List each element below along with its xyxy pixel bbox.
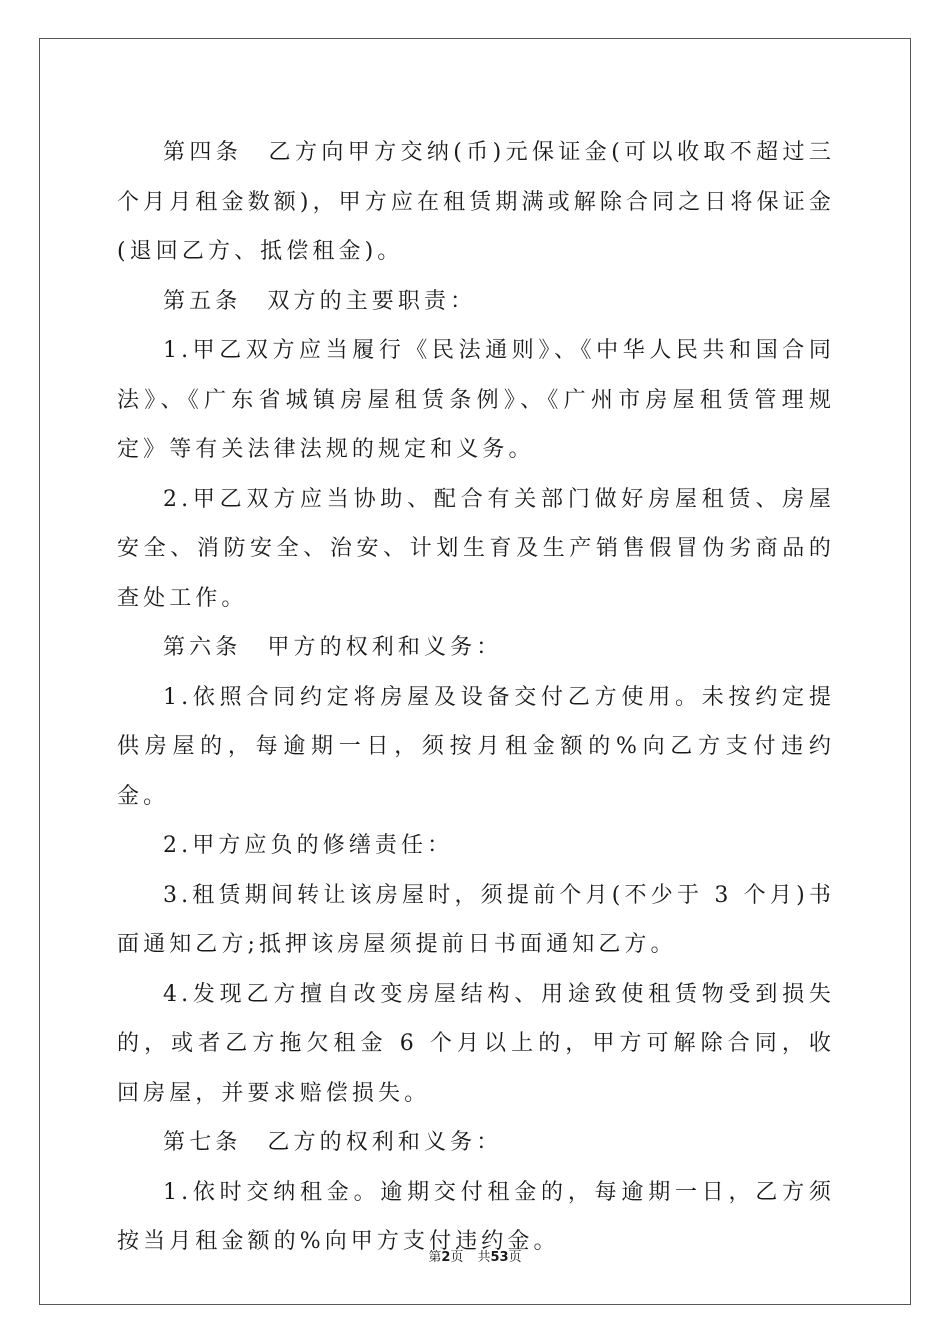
document-body (117, 128, 835, 1267)
total-prefix: 共 (477, 1250, 491, 1265)
page-footer (0, 1246, 950, 1265)
article-6-item-1: 1.依照合同约定将房屋及设备交付乙方使用。未按约定提供房屋的，每逾期一日，须按月租金额的%向乙方支付违约金。 (117, 684, 835, 809)
article-5-item-1: 1.甲乙双方应当履行《民法通则》、《中华人民共和国合同法》、《广东省城镇房屋租赁条例》、《广州市房屋租赁管理规定》等有关法律法规的规定和义务。 (117, 338, 835, 462)
page-prefix: 第 (428, 1250, 442, 1265)
article-6-item-3: 3.租赁期间转让该房屋时，须提前个月(不少于 3 个月)书面通知乙方;抵押该房屋须提前日书面通知乙方。 (117, 882, 835, 957)
article-6-item-4: 4.发现乙方擅自改变房屋结构、用途致使租赁物受到损失的，或者乙方拖欠租金 6 个月以上的，甲方可解除合同，收回房屋，并要求赔偿损失。 (117, 981, 835, 1106)
article-7-item-1: 1.依时交纳租金。逾期交付租金的，每逾期一日，乙方须按当月租金额的%向甲方支付违约金。 (117, 1179, 835, 1254)
article-6-item-2: 2.甲方应负的修缮责任： (163, 833, 454, 858)
page-number: 2 (441, 1250, 451, 1265)
total-suffix: 页 (508, 1250, 522, 1265)
article-5-heading: 第五条 双方的主要职责： (163, 288, 477, 314)
page-suffix: 页 (450, 1250, 464, 1265)
total-pages: 53 (490, 1250, 509, 1265)
article-4-paragraph: 第四条 乙方向甲方交纳(币)元保证金(可以收取不超过三个月月租金数额)，甲方应在租赁期满或解除合同之日将保证金(退回乙方、抵偿租金)。 (117, 140, 835, 264)
article-7-heading: 第七条 乙方的权利和义务： (163, 1130, 503, 1155)
article-5-item-2: 2.甲乙双方应当协助、配合有关部门做好房屋租赁、房屋安全、消防安全、治安、计划生育及生产销售假冒伪劣商品的查处工作。 (117, 486, 835, 611)
article-6-heading: 第六条 甲方的权利和义务： (163, 635, 503, 660)
